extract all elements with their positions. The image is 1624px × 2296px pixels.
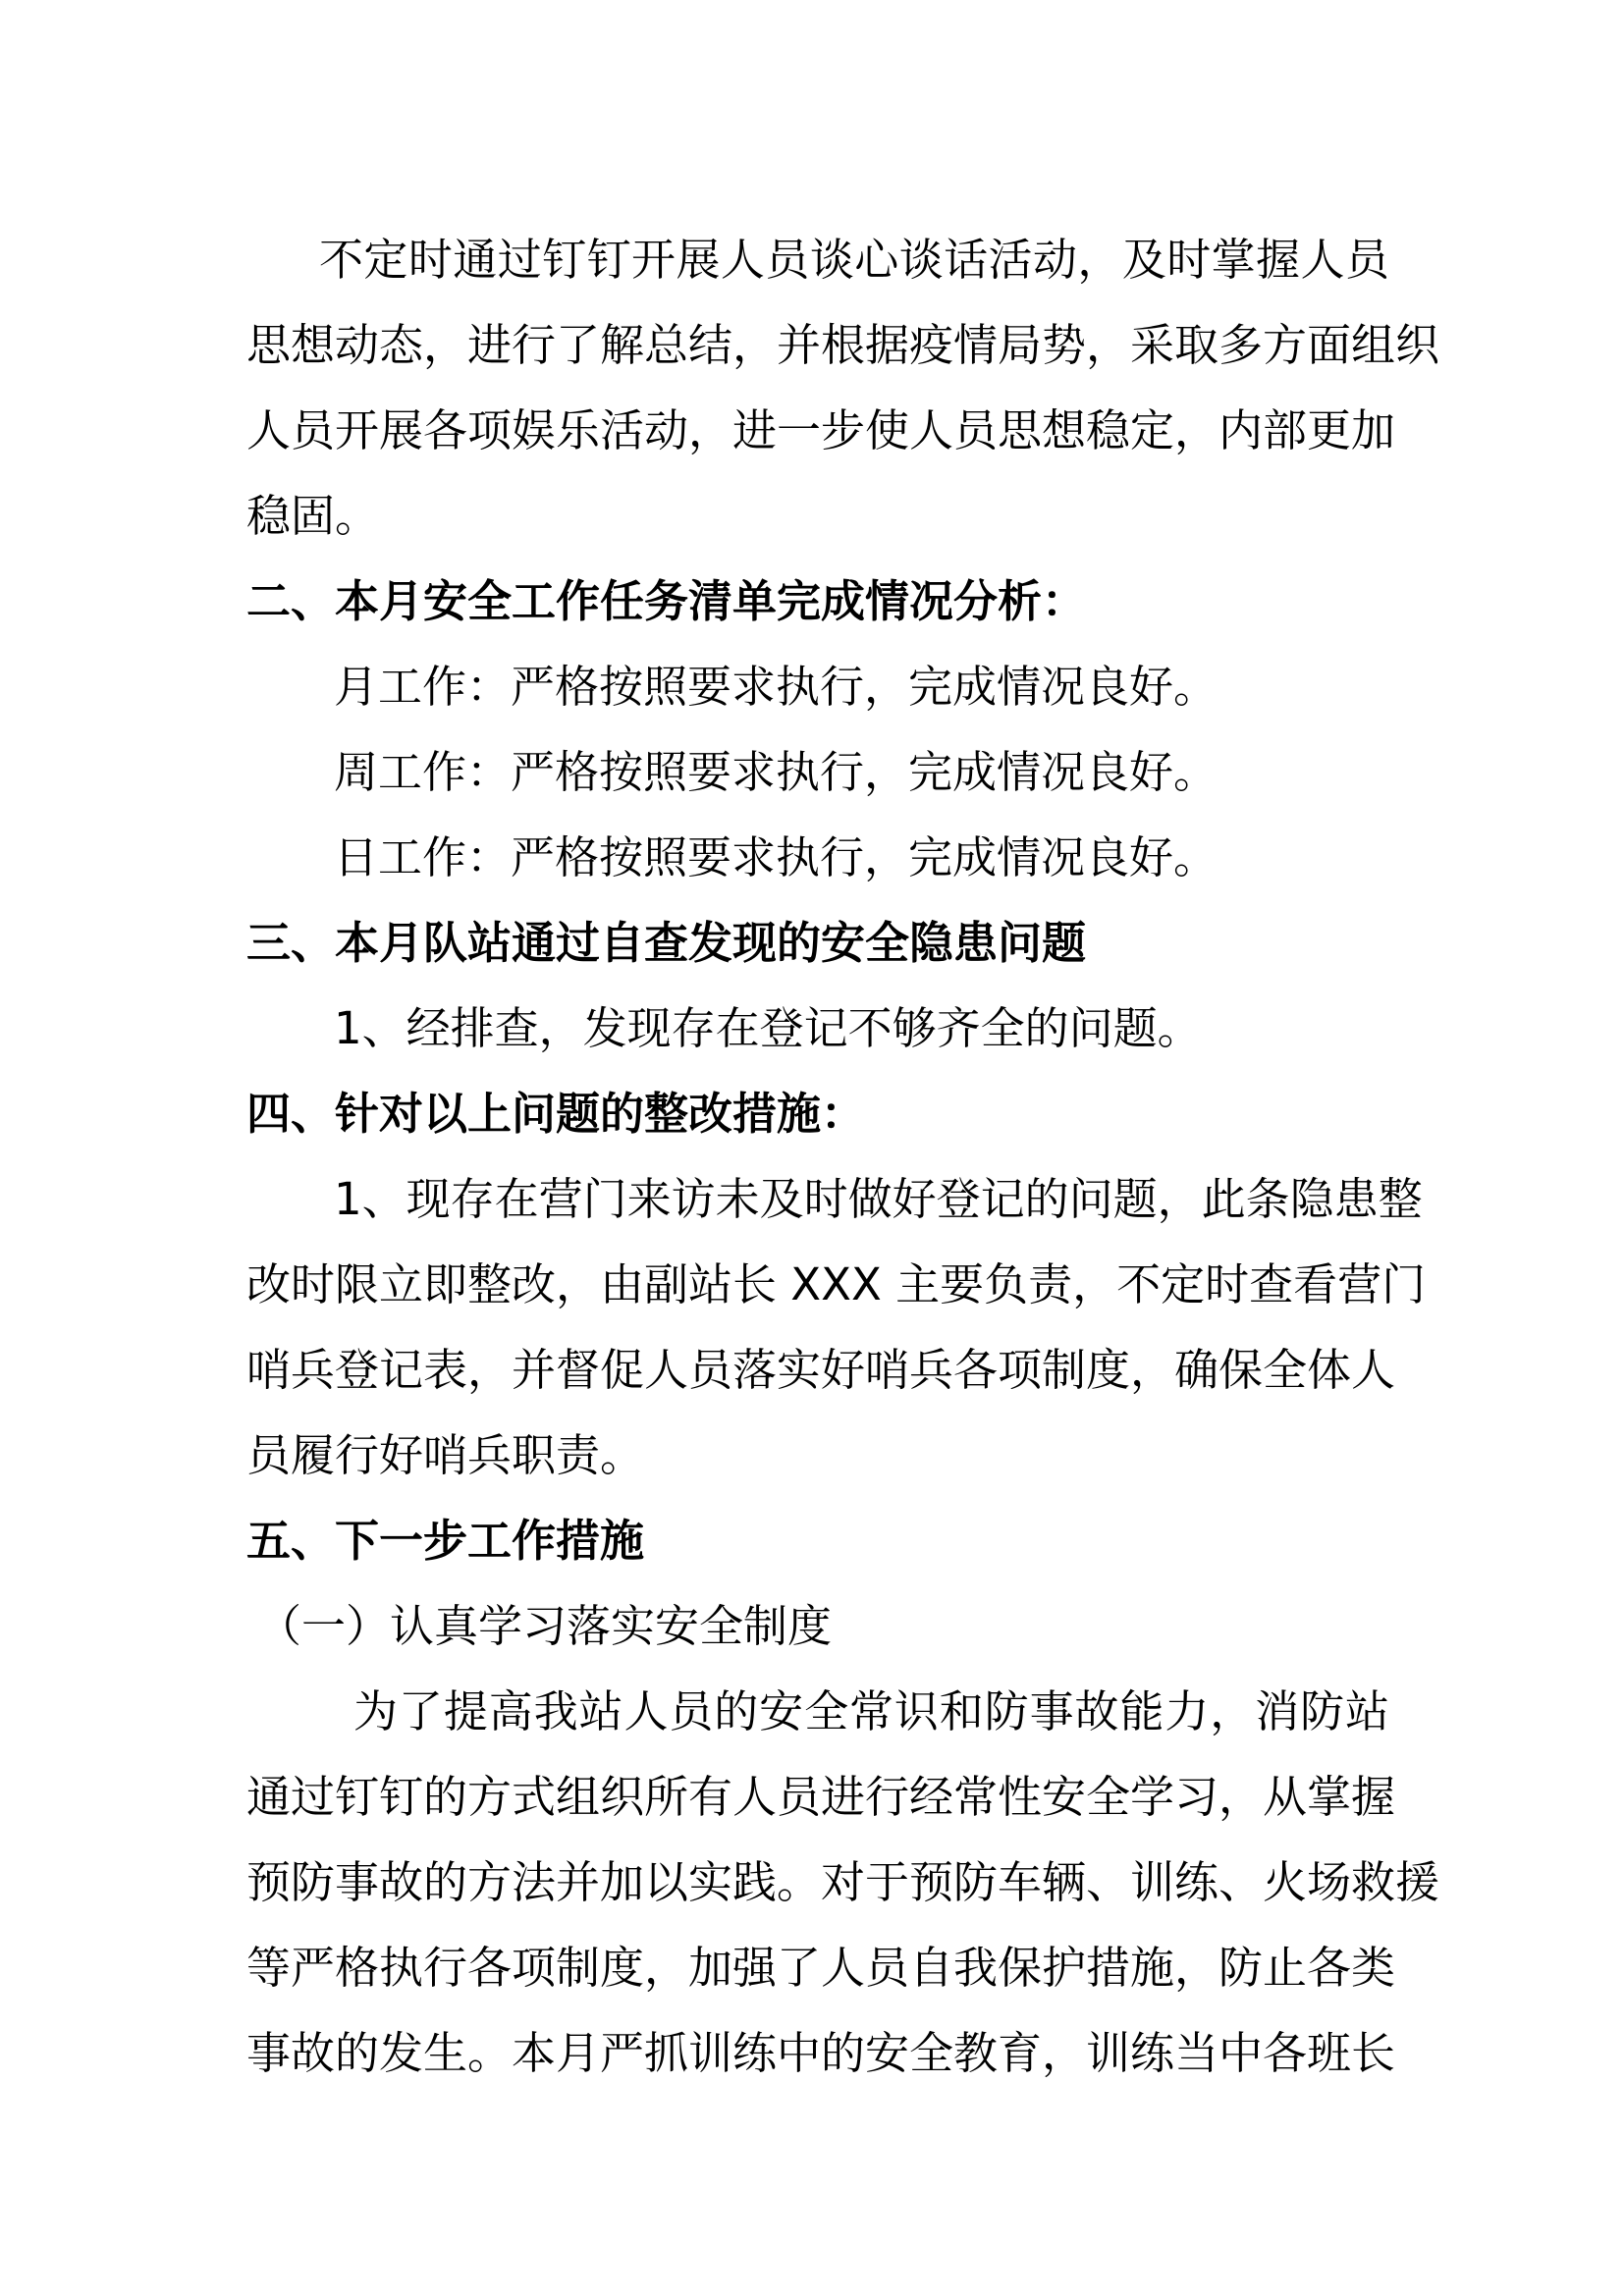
section-4-line-4: 员履行好哨兵职责。 <box>246 1429 645 1481</box>
section-2-item-monthly: 月工作：严格按照要求执行，完成情况良好。 <box>334 661 1218 713</box>
section-4-line-3: 哨兵登记表，并督促人员落实好哨兵各项制度，确保全体人 <box>246 1344 1396 1396</box>
section-5-line-1: 为了提高我站人员的安全常识和防事故能力，消防站 <box>353 1685 1389 1737</box>
paragraph-1-line-3: 人员开展各项娱乐活动，进一步使人员思想稳定，内部更加 <box>246 404 1396 456</box>
section-5-line-4: 等严格执行各项制度，加强了人员自我保护措施，防止各类 <box>246 1942 1396 1994</box>
section-2-heading: 二、本月安全工作任务清单完成情况分析： <box>246 575 1087 627</box>
section-5-line-3: 预防事故的方法并加以实践。对于预防车辆、训练、火场救援 <box>246 1856 1440 1908</box>
paragraph-1-line-4: 稳固。 <box>246 490 380 542</box>
section-5-line-5: 事故的发生。本月严抓训练中的安全教育，训练当中各班长 <box>246 2027 1396 2079</box>
section-5-line-2: 通过钉钉的方式组织所有人员进行经常性安全学习，从掌握 <box>246 1771 1396 1823</box>
section-3-heading: 三、本月队站通过自查发现的安全隐患问题 <box>246 917 1087 969</box>
section-3-item-1: 1、经排查，发现存在登记不够齐全的问题。 <box>334 1002 1202 1054</box>
section-2-item-daily: 日工作：严格按照要求执行，完成情况良好。 <box>334 831 1218 883</box>
paragraph-1-line-2: 思想动态，进行了解总结，并根据疫情局势，采取多方面组织 <box>246 319 1440 371</box>
section-4-line-1: 1、现存在营门来访未及时做好登记的问题，此条隐患整 <box>334 1173 1423 1225</box>
section-5-heading: 五、下一步工作措施 <box>246 1515 645 1567</box>
section-4-heading: 四、针对以上问题的整改措施： <box>246 1088 866 1140</box>
section-5-subheading: （一）认真学习落实安全制度 <box>257 1600 833 1652</box>
paragraph-1-line-1: 不定时通过钉钉开展人员谈心谈话活动，及时掌握人员 <box>319 234 1389 286</box>
section-4-line-2: 改时限立即整改，由副站长 XXX 主要负责，不定时查看营门 <box>246 1258 1427 1310</box>
section-2-item-weekly: 周工作：严格按照要求执行，完成情况良好。 <box>334 746 1218 798</box>
